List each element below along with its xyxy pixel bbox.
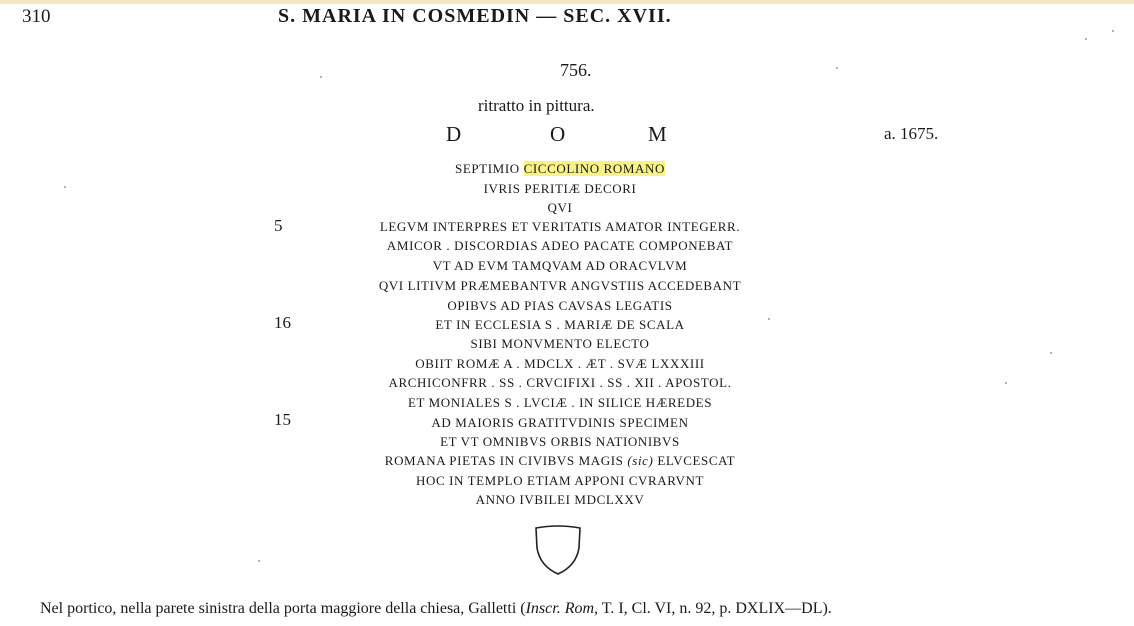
inscription-line: ET VT OMNIBVS ORBIS NATIONIBVS xyxy=(440,434,680,449)
scan-speck xyxy=(1112,30,1114,32)
line-number: 5 xyxy=(274,216,283,235)
running-head: S. MARIA IN COSMEDIN — SEC. XVII. xyxy=(278,5,672,27)
scan-speck xyxy=(1085,38,1087,40)
inscription-line: OBIIT ROMÆ A . MDCLX . ÆT . SVÆ LXXXIII xyxy=(415,356,705,371)
inscription-line: QVI LITIVM PRÆMEBANTVR ANGVSTIIS ACCEDEBANT xyxy=(378,278,742,293)
dom-letter-m: M xyxy=(648,122,667,146)
inscription-line: AMICOR . DISCORDIAS ADEO PACATE COMPONEBAT xyxy=(386,238,734,253)
inscription-number: 756. xyxy=(560,60,592,80)
sic-annotation: (sic) xyxy=(627,453,654,468)
inscription-line: SEPTIMIO CICCOLINO ROMANO xyxy=(454,161,666,176)
scan-speck xyxy=(1005,382,1007,384)
inscription-subtitle: ritratto in pittura. xyxy=(478,96,595,115)
inscription-line: LEGVM INTERPRES ET VERITATIS AMATOR INTEGERR. xyxy=(379,219,741,234)
dom-letter-d: D xyxy=(446,122,462,146)
dom-letter-o: O xyxy=(550,122,566,146)
inscription-line: ROMANA PIETAS IN CIVIBVS MAGIS (sic) ELVCESCAT xyxy=(384,453,736,468)
inscription-line: QVI xyxy=(547,200,573,215)
line-number: 15 xyxy=(274,410,291,429)
scan-speck xyxy=(1050,352,1052,354)
scan-speck xyxy=(768,318,770,320)
inscription-date: a. 1675. xyxy=(884,124,939,143)
inscription-line: OPIBVS AD PIAS CAVSAS LEGATIS xyxy=(447,298,673,313)
inscription-line: ET MONIALES S . LVCIÆ . IN SILICE HÆREDES xyxy=(407,395,713,410)
inscription-line: AD MAIORIS GRATITVDINIS SPECIMEN xyxy=(431,415,689,430)
top-band xyxy=(0,0,1134,4)
inscription-line: ET IN ECCLESIA S . MARIÆ DE SCALA xyxy=(435,317,685,332)
scan-speck xyxy=(258,560,260,562)
inscription-line: VT AD EVM TAMQVAM AD ORACVLVM xyxy=(432,258,688,273)
shield-icon xyxy=(530,522,586,578)
inscription-line: HOC IN TEMPLO ETIAM APPONI CVRARVNT xyxy=(415,473,705,488)
scan-speck xyxy=(64,186,66,188)
highlighted-name: CICCOLINO ROMANO xyxy=(523,161,666,176)
inscription-line: IVRIS PERITIÆ DECORI xyxy=(483,181,637,196)
inscription-line: SIBI MONVMENTO ELECTO xyxy=(470,336,650,351)
inscription-line: ARCHICONFRR . SS . CRVCIFIXI . SS . XII . APOSTOL. xyxy=(388,375,732,390)
line-number: 16 xyxy=(274,313,291,332)
scan-speck xyxy=(836,67,838,69)
page-number: 310 xyxy=(22,6,51,27)
inscription-line: ANNO IVBILEI MDCLXXV xyxy=(475,492,645,507)
scan-speck xyxy=(320,76,322,78)
footnote-citation-italic: Inscr. Rom, xyxy=(525,600,599,617)
footnote: Nel portico, nella parete sinistra della porta maggiore della chiesa, Galletti (Inscr. Rom, T. I, Cl. VI, n. 92, p. DXLIX—DL). xyxy=(40,600,832,617)
